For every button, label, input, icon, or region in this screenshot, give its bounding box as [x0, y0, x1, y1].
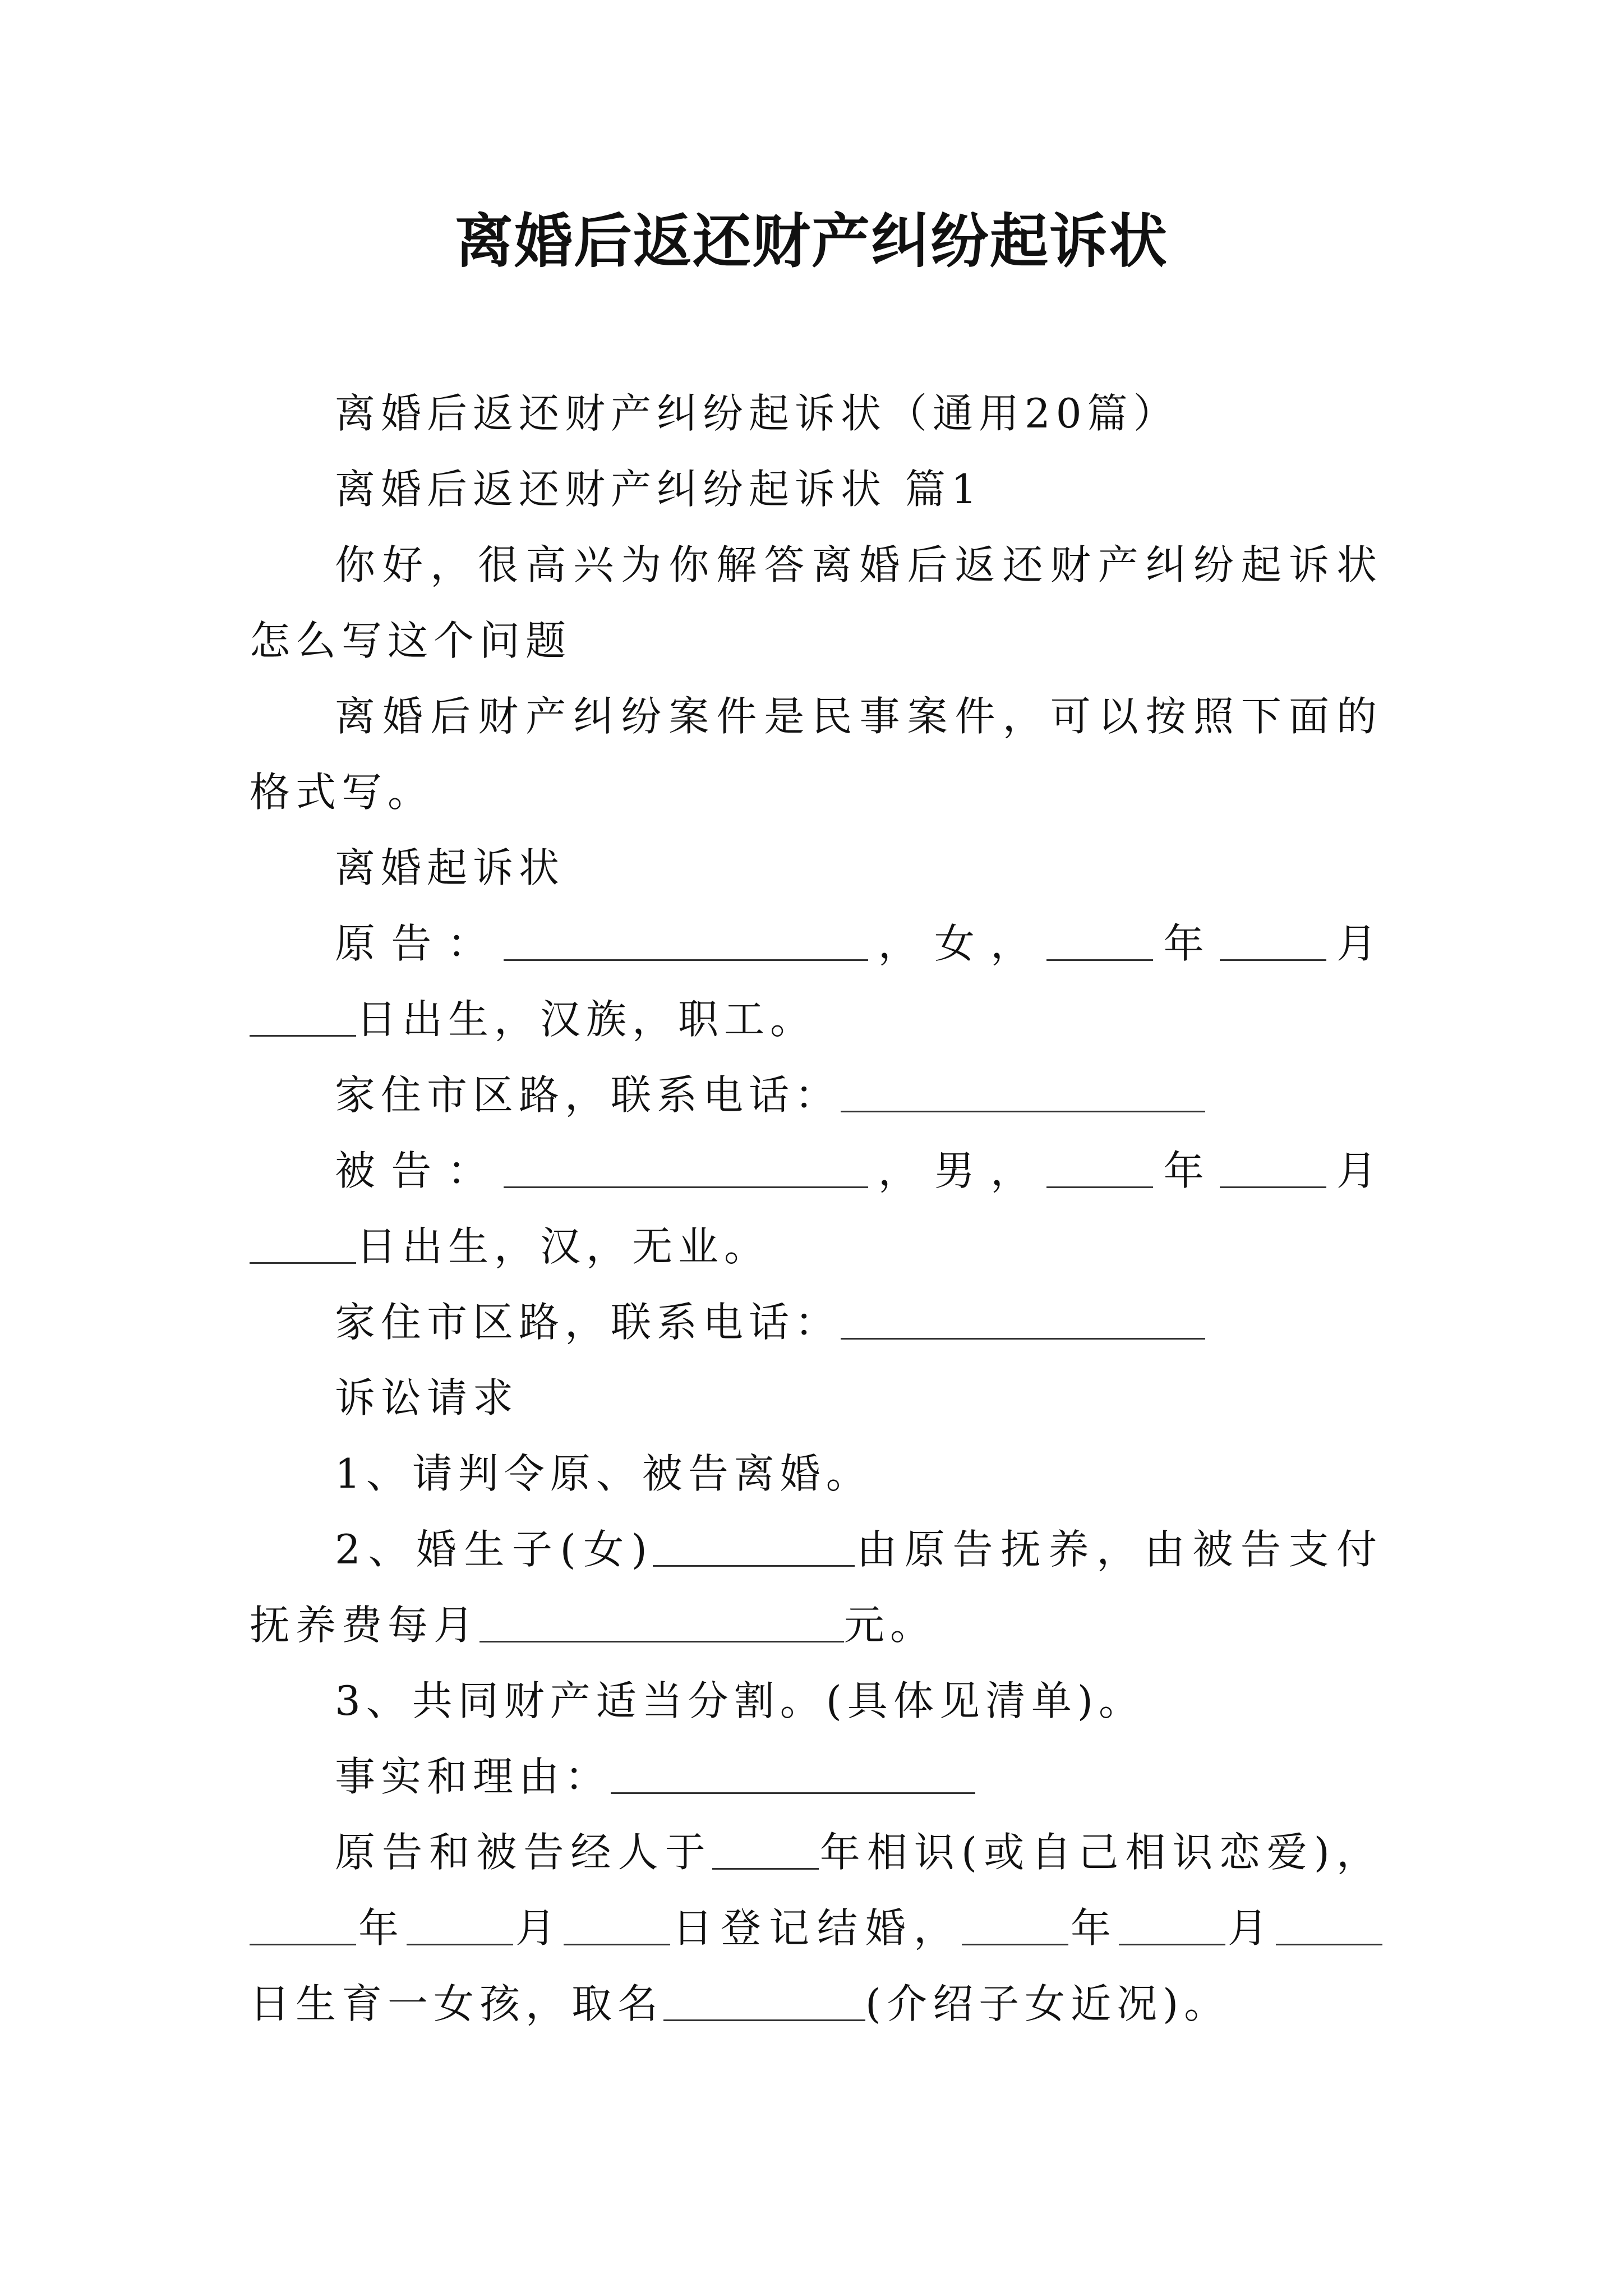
complaint-heading-text: 离婚起诉状: [335, 844, 565, 891]
facts-heading: [250, 1739, 1382, 1815]
defendant-year-label: 年: [1153, 1147, 1220, 1194]
document-title: 离婚后返还财产纠纷起诉状: [454, 206, 1168, 275]
intro-text-line2: 写这个问题: [342, 617, 572, 664]
facts-part2: 年相识(或自己相识恋爱)，: [818, 1829, 1382, 1876]
met-year-blank: [712, 1829, 819, 1870]
birth-day-blank: [1276, 1904, 1382, 1945]
section-heading: [250, 452, 1382, 527]
facts-month2: 月: [1225, 1904, 1276, 1952]
facts-birth-prefix: 生育一女孩，取名: [296, 1980, 664, 2027]
child-given-name-blank: [663, 1980, 865, 2021]
child-name-blank: [653, 1526, 855, 1567]
plaintiff-address-paragraph: [250, 1057, 1382, 1133]
birth-month-blank: [1119, 1904, 1225, 1945]
claims-heading: [250, 1360, 1382, 1436]
explain-text-line2: 写。: [342, 769, 434, 816]
claim-3: [250, 1663, 1382, 1739]
defendant-month-blank: [1220, 1147, 1326, 1188]
claim-2-prefix: 2、婚生子(女): [335, 1526, 653, 1573]
plaintiff-gender: ，女，: [868, 920, 1047, 967]
marriage-year-blank: [250, 1904, 356, 1945]
plaintiff-year-label: 年: [1153, 920, 1220, 967]
defendant-name-blank: [504, 1147, 868, 1188]
defendant-year-blank: [1046, 1147, 1153, 1188]
facts-part1: 原告和被告经人于: [335, 1829, 712, 1876]
defendant-paragraph: [250, 1133, 1382, 1285]
plaintiff-day-blank: [250, 996, 356, 1037]
facts-birth-suffix: (介绍子女近况)。: [865, 1980, 1230, 2027]
facts-paragraph: [250, 1815, 1382, 2042]
birth-year-blank: [962, 1904, 1068, 1945]
defendant-phone-blank: [841, 1299, 1205, 1340]
complaint-heading: [250, 830, 1382, 906]
defendant-day-blank: [250, 1223, 356, 1264]
claim-2-middle: 由原告抚养，由被告支付抚: [250, 1526, 1382, 1649]
plaintiff-birth-text: 日出生，汉族，职工。: [356, 996, 817, 1043]
plaintiff-month-label: 月: [1326, 920, 1382, 967]
facts-month1: 月: [513, 1904, 564, 1952]
explain-text-line1: 离婚后财产纠纷案件是民事案件，可以按照下面的格式: [250, 693, 1382, 816]
defendant-birth-text: 日出生，汉，无业。: [356, 1223, 771, 1270]
claim-2: [250, 1512, 1382, 1663]
facts-registered: 日登记结婚，: [670, 1904, 962, 1952]
section-heading-text: 离婚后返还财产纠纷起诉状 篇1: [335, 466, 983, 513]
marriage-day-blank: [564, 1904, 670, 1945]
plaintiff-label: 原告：: [335, 920, 504, 967]
defendant-address-paragraph: [250, 1285, 1382, 1360]
intro-paragraph: [250, 527, 1382, 679]
marriage-month-blank: [407, 1904, 513, 1945]
plaintiff-paragraph: [250, 906, 1382, 1057]
facts-label: 事实和理由：: [335, 1753, 611, 1800]
plaintiff-month-blank: [1220, 920, 1326, 961]
claims-heading-text: 诉讼请求: [335, 1374, 519, 1421]
plaintiff-name-blank: [504, 920, 868, 961]
defendant-gender: ，男，: [868, 1147, 1047, 1194]
support-amount-blank: [479, 1602, 844, 1642]
document-body: [250, 376, 1382, 2042]
facts-year1: 年: [356, 1904, 407, 1952]
plaintiff-address-text: 家住市区路，联系电话：: [335, 1071, 841, 1119]
explain-paragraph: [250, 679, 1382, 830]
claim-2-line2-prefix: 养费每月: [296, 1602, 480, 1649]
facts-year2: 年: [1068, 1904, 1119, 1952]
claim-2-line2-suffix: 元。: [844, 1602, 937, 1649]
claim-3-text: 3、共同财产适当分割。(具体见清单)。: [335, 1677, 1145, 1724]
facts-blank: [611, 1753, 975, 1794]
defendant-label: 被告：: [335, 1147, 504, 1194]
intro-text-line1: 你好，很高兴为你解答离婚后返还财产纠纷起诉状怎么: [250, 541, 1382, 664]
plaintiff-phone-blank: [841, 1071, 1205, 1112]
subtitle-text: 离婚后返还财产纠纷起诉状（通用20篇）: [335, 390, 1179, 437]
defendant-month-label: 月: [1326, 1147, 1382, 1194]
claim-1: [250, 1436, 1382, 1512]
defendant-address-text: 家住市区路，联系电话：: [335, 1299, 841, 1346]
subtitle-paragraph: [250, 376, 1382, 452]
claim-1-text: 1、请判令原、被告离婚。: [335, 1450, 872, 1497]
plaintiff-year-blank: [1046, 920, 1153, 961]
facts-day: 日: [250, 1980, 296, 2027]
